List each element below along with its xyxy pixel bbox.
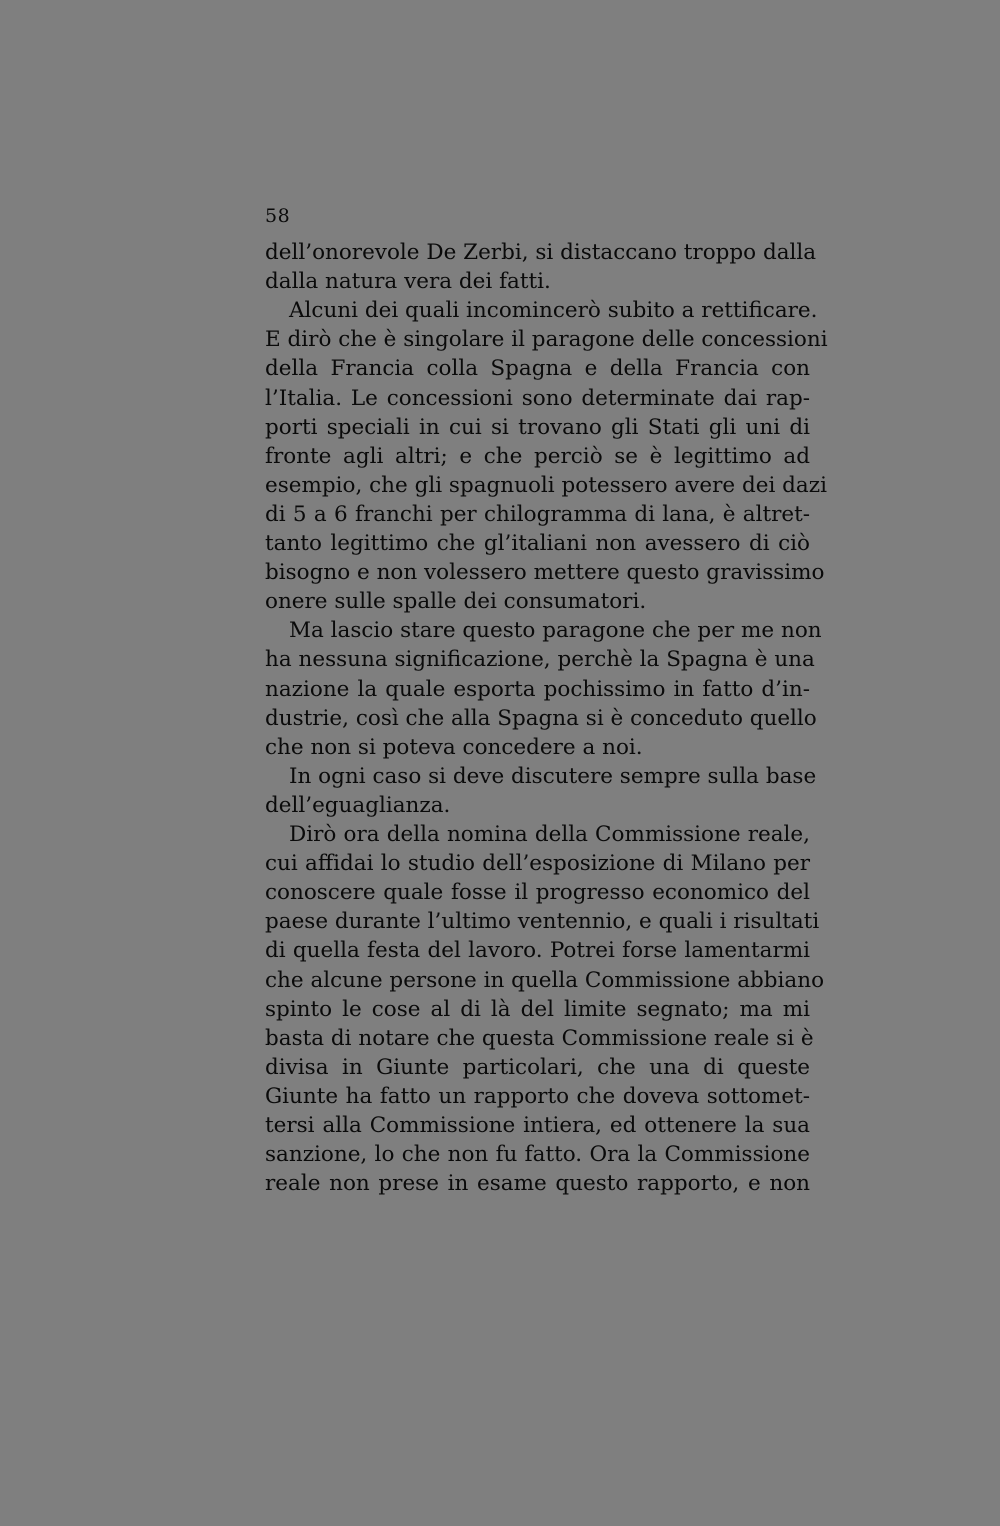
text-line: l’Italia. Le concessioni sono determinate dai rap- — [265, 386, 810, 411]
text-line: fronte agli altri; e che perciò se è legittimo ad — [265, 444, 810, 469]
text-line: sanzione, lo che non fu fatto. Ora la Commissione — [265, 1142, 810, 1167]
text-line: che non si poteva concedere a noi. — [265, 735, 643, 760]
text-line: Giunte ha fatto un rapporto che doveva sottomet- — [265, 1084, 810, 1109]
text-line: tersi alla Commissione intiera, ed ottenere la sua — [265, 1113, 810, 1138]
text-line: ha nessuna significazione, perchè la Spagna è una — [265, 647, 815, 672]
page-number: 58 — [265, 205, 291, 227]
text-line: di quella festa del lavoro. Potrei forse lamentarmi — [265, 938, 810, 963]
text-line: porti speciali in cui si trovano gli Stati gli uni di — [265, 415, 810, 440]
text-line: cui affidai lo studio dell’esposizione di Milano per — [265, 851, 810, 876]
text-line: Alcuni dei quali incomincerò subito a rettificare. — [289, 298, 818, 323]
text-line: basta di notare che questa Commissione reale si è — [265, 1026, 814, 1051]
text-line: dustrie, così che alla Spagna si è conceduto quello — [265, 706, 817, 731]
text-line: paese durante l’ultimo ventennio, e quali i risultati — [265, 909, 820, 934]
text-line: della Francia colla Spagna e della Francia con — [265, 356, 810, 381]
text-line: bisogno e non volessero mettere questo gravissimo — [265, 560, 825, 585]
text-line: di 5 a 6 franchi per chilogramma di lana, è altret- — [265, 502, 810, 527]
text-line: che alcune persone in quella Commissione abbiano — [265, 968, 825, 993]
text-line: tanto legittimo che gl’italiani non avessero di ciò — [265, 531, 810, 556]
text-line: reale non prese in esame questo rapporto, e non — [265, 1171, 810, 1196]
text-line: conoscere quale fosse il progresso economico del — [265, 880, 810, 905]
text-line: dell’eguaglianza. — [265, 793, 451, 818]
text-line: onere sulle spalle dei consumatori. — [265, 589, 647, 614]
text-line: esempio, che gli spagnuoli potessero avere dei dazi — [265, 473, 827, 498]
text-line: nazione la quale esporta pochissimo in fatto d’in- — [265, 677, 810, 702]
text-line: divisa in Giunte particolari, che una di queste — [265, 1055, 810, 1080]
text-line: E dirò che è singolare il paragone delle concessioni — [265, 327, 828, 352]
text-line: dalla natura vera dei fatti. — [265, 269, 551, 294]
text-line: In ogni caso si deve discutere sempre sulla base — [289, 764, 817, 789]
text-line: Dirò ora della nomina della Commissione reale, — [289, 822, 810, 847]
text-line: Ma lascio stare questo paragone che per me non — [289, 618, 822, 643]
text-line: spinto le cose al di là del limite segnato; ma mi — [265, 997, 810, 1022]
text-line: dell’onorevole De Zerbi, si distaccano troppo dalla — [265, 240, 817, 265]
